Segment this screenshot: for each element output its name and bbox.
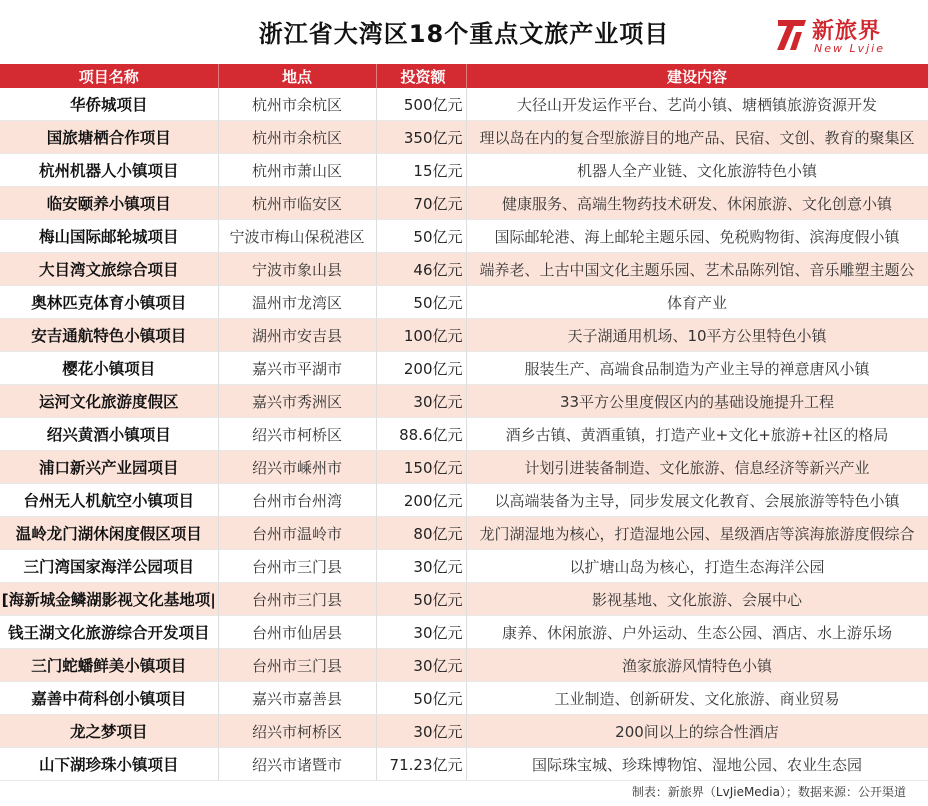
project-name-cell: 绍兴黄酒小镇项目 [0, 418, 218, 451]
investment-cell: 100亿元 [376, 319, 466, 352]
location-cell: 杭州市临安区 [218, 187, 376, 220]
table-row [0, 220, 928, 253]
table-row [0, 154, 928, 187]
table-row [0, 517, 928, 550]
project-name-cell: 嘉善中荷科创小镇项目 [0, 682, 218, 715]
investment-cell: 88.6亿元 [376, 418, 466, 451]
location-cell: 绍兴市柯桥区 [218, 715, 376, 748]
project-name-cell: 台州无人机航空小镇项目 [0, 484, 218, 517]
project-name-cell: 奥林匹克体育小镇项目 [0, 286, 218, 319]
location-cell: 台州市三门县 [218, 583, 376, 616]
location-cell: 嘉兴市嘉善县 [218, 682, 376, 715]
table-row [0, 88, 928, 121]
project-name-cell: 钱王湖文化旅游综合开发项目 [0, 616, 218, 649]
investment-cell: 50亿元 [376, 220, 466, 253]
investment-cell: 30亿元 [376, 616, 466, 649]
content-cell: 国际珠宝城、珍珠博物馆、湿地公园、农业生态园 [466, 748, 928, 781]
content-cell: 以高端装备为主导，同步发展文化教育、会展旅游等特色小镇 [466, 484, 928, 517]
project-table [0, 64, 928, 781]
table-row [0, 253, 928, 286]
project-name-cell: 三门蛇蟠鲜美小镇项目 [0, 649, 218, 682]
content-cell: 工业制造、创新研发、文化旅游、商业贸易 [466, 682, 928, 715]
project-name-cell: 国旅塘栖合作项目 [0, 121, 218, 154]
location-cell: 杭州市萧山区 [218, 154, 376, 187]
table-row [0, 550, 928, 583]
table-row [0, 352, 928, 385]
content-cell: 影视基地、文化旅游、会展中心 [466, 583, 928, 616]
investment-cell: 350亿元 [376, 121, 466, 154]
project-name-cell: 临安颐养小镇项目 [0, 187, 218, 220]
content-cell: 机器人全产业链、文化旅游特色小镇 [466, 154, 928, 187]
table-row [0, 484, 928, 517]
location-cell: 嘉兴市平湖市 [218, 352, 376, 385]
content-cell: 渔家旅游风情特色小镇 [466, 649, 928, 682]
content-cell: 33平方公里度假区内的基础设施提升工程 [466, 385, 928, 418]
content-cell: 国际邮轮港、海上邮轮主题乐园、免税购物街、滨海度假小镇 [466, 220, 928, 253]
content-cell: 服装生产、高端食品制造为产业主导的禅意唐风小镇 [466, 352, 928, 385]
table-row [0, 385, 928, 418]
location-cell: 台州市台州湾 [218, 484, 376, 517]
investment-cell: 30亿元 [376, 550, 466, 583]
header-investment: 投资额 [376, 64, 466, 88]
project-name-cell: 大目湾文旅综合项目 [0, 253, 218, 286]
project-name-cell: 龙之梦项目 [0, 715, 218, 748]
investment-cell: 50亿元 [376, 286, 466, 319]
investment-cell: 30亿元 [376, 715, 466, 748]
project-name-cell: 温岭龙门湖休闲度假区项目 [0, 517, 218, 550]
location-cell: 台州市仙居县 [218, 616, 376, 649]
location-cell: 嘉兴市秀洲区 [218, 385, 376, 418]
location-cell: 台州市三门县 [218, 550, 376, 583]
table-row [0, 616, 928, 649]
project-name-cell: 运河文化旅游度假区 [0, 385, 218, 418]
header-location: 地点 [218, 64, 376, 88]
location-cell: 杭州市余杭区 [218, 88, 376, 121]
investment-cell: 80亿元 [376, 517, 466, 550]
logo-mark-icon [774, 14, 810, 54]
location-cell: 绍兴市柯桥区 [218, 418, 376, 451]
project-name-cell: [海新城金鳞湖影视文化基地项| [0, 583, 218, 616]
table-row [0, 583, 928, 616]
investment-cell: 50亿元 [376, 682, 466, 715]
content-cell: 大径山开发运作平台、艺尚小镇、塘栖镇旅游资源开发 [466, 88, 928, 121]
table-row [0, 187, 928, 220]
location-cell: 宁波市象山县 [218, 253, 376, 286]
location-cell: 宁波市梅山保税港区 [218, 220, 376, 253]
project-name-cell: 三门湾国家海洋公园项目 [0, 550, 218, 583]
project-name-cell: 梅山国际邮轮城项目 [0, 220, 218, 253]
content-cell: 理以岛在内的复合型旅游目的地产品、民宿、文创、教育的聚集区 [466, 121, 928, 154]
content-cell: 端养老、上古中国文化主题乐园、艺术品陈列馆、音乐雕塑主题公 [466, 253, 928, 286]
brand-logo [774, 14, 894, 54]
table-row [0, 715, 928, 748]
content-cell: 以扩塘山岛为核心，打造生态海洋公园 [466, 550, 928, 583]
investment-cell: 200亿元 [376, 484, 466, 517]
project-name-cell: 安吉通航特色小镇项目 [0, 319, 218, 352]
investment-cell: 30亿元 [376, 385, 466, 418]
investment-cell: 46亿元 [376, 253, 466, 286]
project-name-cell: 华侨城项目 [0, 88, 218, 121]
investment-cell: 200亿元 [376, 352, 466, 385]
content-cell: 200间以上的综合性酒店 [466, 715, 928, 748]
header-content: 建设内容 [466, 64, 928, 88]
content-cell: 龙门湖湿地为核心，打造湿地公园、星级酒店等滨海旅游度假综合 [466, 517, 928, 550]
table-row [0, 121, 928, 154]
content-cell: 天子湖通用机场、10平方公里特色小镇 [466, 319, 928, 352]
table-row [0, 649, 928, 682]
investment-cell: 30亿元 [376, 649, 466, 682]
content-cell: 酒乡古镇、黄酒重镇，打造产业+文化+旅游+社区的格局 [466, 418, 928, 451]
investment-cell: 15亿元 [376, 154, 466, 187]
table-row [0, 451, 928, 484]
title-bar [0, 0, 928, 64]
table-row [0, 418, 928, 451]
content-cell: 计划引进装备制造、文化旅游、信息经济等新兴产业 [466, 451, 928, 484]
investment-cell: 71.23亿元 [376, 748, 466, 781]
project-name-cell: 山下湖珍珠小镇项目 [0, 748, 218, 781]
logo-name: 新旅界 [812, 18, 882, 44]
header-name: 项目名称 [0, 64, 218, 88]
table-row [0, 682, 928, 715]
location-cell: 温州市龙湾区 [218, 286, 376, 319]
content-cell: 康养、休闲旅游、户外运动、生态公园、酒店、水上游乐场 [466, 616, 928, 649]
table-row [0, 319, 928, 352]
location-cell: 台州市温岭市 [218, 517, 376, 550]
table-row [0, 748, 928, 781]
investment-cell: 50亿元 [376, 583, 466, 616]
table-header-row [0, 64, 928, 88]
location-cell: 杭州市余杭区 [218, 121, 376, 154]
content-cell: 体育产业 [466, 286, 928, 319]
investment-cell: 70亿元 [376, 187, 466, 220]
location-cell: 绍兴市诸暨市 [218, 748, 376, 781]
page-title: 浙江省大湾区18个重点文旅产业项目 [258, 20, 670, 48]
location-cell: 绍兴市嵊州市 [218, 451, 376, 484]
project-name-cell: 浦口新兴产业园项目 [0, 451, 218, 484]
investment-cell: 150亿元 [376, 451, 466, 484]
project-name-cell: 樱花小镇项目 [0, 352, 218, 385]
content-cell: 健康服务、高端生物药技术研发、休闲旅游、文化创意小镇 [466, 187, 928, 220]
logo-subtitle: New Lvjie [814, 42, 886, 55]
table-body [0, 88, 928, 781]
table-row [0, 286, 928, 319]
location-cell: 湖州市安吉县 [218, 319, 376, 352]
investment-cell: 500亿元 [376, 88, 466, 121]
footer-note: 制表：新旅界（LvJieMedia）；数据来源：公开渠道 [631, 785, 906, 799]
project-name-cell: 杭州机器人小镇项目 [0, 154, 218, 187]
location-cell: 台州市三门县 [218, 649, 376, 682]
